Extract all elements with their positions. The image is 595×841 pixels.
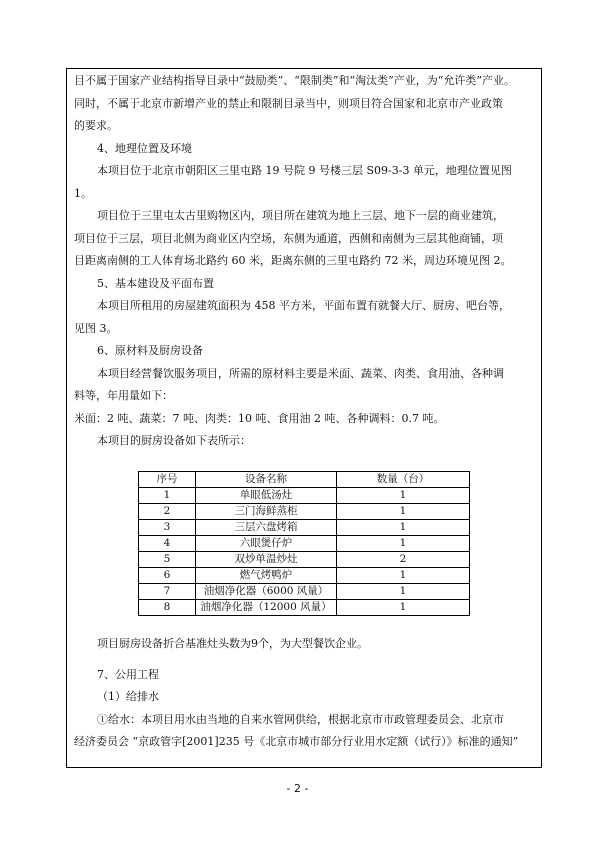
page-number: - 2 - xyxy=(286,782,309,795)
raw-material-amounts: 米面：2 吨、蔬菜：7 吨、肉类：10 吨、食用油 2 吨、各种调料：0.7 吨。 xyxy=(74,411,445,425)
cell-no: 2 xyxy=(139,504,196,520)
cell-no: 3 xyxy=(139,520,196,536)
header-qty: 数量（台） xyxy=(337,472,470,488)
text-line: 见图 3。 xyxy=(74,321,118,335)
cell-no: 6 xyxy=(139,568,196,584)
cell-qty: 2 xyxy=(337,552,470,568)
text-line: 料等，年用量如下： xyxy=(74,389,173,402)
cell-qty: 1 xyxy=(337,584,470,600)
table-header-row xyxy=(139,472,470,488)
cell-name: 三层六盘烤箱 xyxy=(196,520,337,536)
table-row xyxy=(139,504,470,520)
section-heading-4: 4、地理位置及环境 xyxy=(97,141,192,155)
section-heading-7: 7、公用工程 xyxy=(97,667,159,681)
text-line: 目距离南侧的工人体育场北路约 60 米，距离东侧的三里屯路约 72 米，周边环境见图 2。 xyxy=(74,254,512,267)
cell-name: 双炒单温炒灶 xyxy=(196,552,337,568)
cell-qty: 1 xyxy=(337,520,470,536)
cell-qty: 1 xyxy=(337,600,470,616)
table-row xyxy=(139,552,470,568)
header-no: 序号 xyxy=(139,472,196,488)
text-line: 同时，不属于北京市新增产业的禁止和限制目录当中，则项目符合国家和北京市产业政策 xyxy=(74,96,503,110)
table-row xyxy=(139,584,470,600)
cell-name: 单眼低汤灶 xyxy=(196,488,337,504)
table-intro: 本项目的厨房设备如下表所示： xyxy=(97,434,251,447)
table-row xyxy=(139,488,470,504)
equipment-table xyxy=(138,471,470,616)
text-line: 的要求。 xyxy=(74,119,118,132)
spacer xyxy=(74,656,534,664)
cell-qty: 1 xyxy=(337,504,470,520)
cell-no: 5 xyxy=(139,552,196,568)
cell-name: 油烟净化器（12000 风量） xyxy=(196,600,337,616)
section-heading-6: 6、原材料及厨房设备 xyxy=(97,344,203,357)
cell-no: 7 xyxy=(139,584,196,600)
table-row xyxy=(139,568,470,584)
cell-qty: 1 xyxy=(337,488,470,504)
text-line: 项目位于三层，项目北侧为商业区内空场，东侧为通道，西侧和南侧为三层其他商铺，项 xyxy=(74,231,503,245)
section-heading-5: 5、基本建设及平面布置 xyxy=(97,276,214,290)
table-row xyxy=(139,600,470,616)
text-line: 经济委员会 “京政管字[2001]235 号《北京市城市部分行业用水定额（试行）》标准的通知” xyxy=(74,735,519,748)
cell-no: 4 xyxy=(139,536,196,552)
cell-qty: 1 xyxy=(337,568,470,584)
text-line: ①给水：本项目用水由当地的自来水管网供给，根据北京市市政管理委员会、北京市 xyxy=(97,712,504,726)
text-line: 本项目所租用的房屋建筑面积为 458 平方米，平面布置有就餐大厅、厨房、吧台等， xyxy=(97,299,510,312)
cell-name: 油烟净化器（6000 风量） xyxy=(196,584,337,600)
text-line: 目不属于国家产业结构指导目录中“鼓励类”、“限制类”和“淘汰类”产业，为“允许类”产业。 xyxy=(74,74,515,87)
table-row xyxy=(139,536,470,552)
text-line: 1。 xyxy=(74,186,92,200)
document-body-continued xyxy=(74,633,534,754)
cell-no: 8 xyxy=(139,600,196,616)
cell-name: 六眼煲仔炉 xyxy=(196,536,337,552)
subsection-heading: （1）给排水 xyxy=(97,690,159,703)
text-line: 本项目位于北京市朝阳区三里屯路 19 号院 9 号楼三层 S09-3-3 单元，地理位置见图 xyxy=(97,164,512,177)
text-line: 本项目经营餐饮服务项目，所需的原材料主要是米面、蔬菜、肉类、食用油、各种调 xyxy=(97,366,504,380)
document-body xyxy=(74,70,534,453)
cell-no: 1 xyxy=(139,488,196,504)
cell-qty: 1 xyxy=(337,536,470,552)
header-name: 设备名称 xyxy=(196,472,337,488)
cell-name: 三门海鲜蒸柜 xyxy=(196,504,337,520)
table-row xyxy=(139,520,470,536)
text-line: 项目位于三里屯太古里购物区内，项目所在建筑为地上三层、地下一层的商业建筑， xyxy=(97,209,504,222)
cell-name: 燃气烤鸭炉 xyxy=(196,568,337,584)
text-line: 项目厨房设备折合基准灶头数为9个，为大型餐饮企业。 xyxy=(97,637,368,650)
